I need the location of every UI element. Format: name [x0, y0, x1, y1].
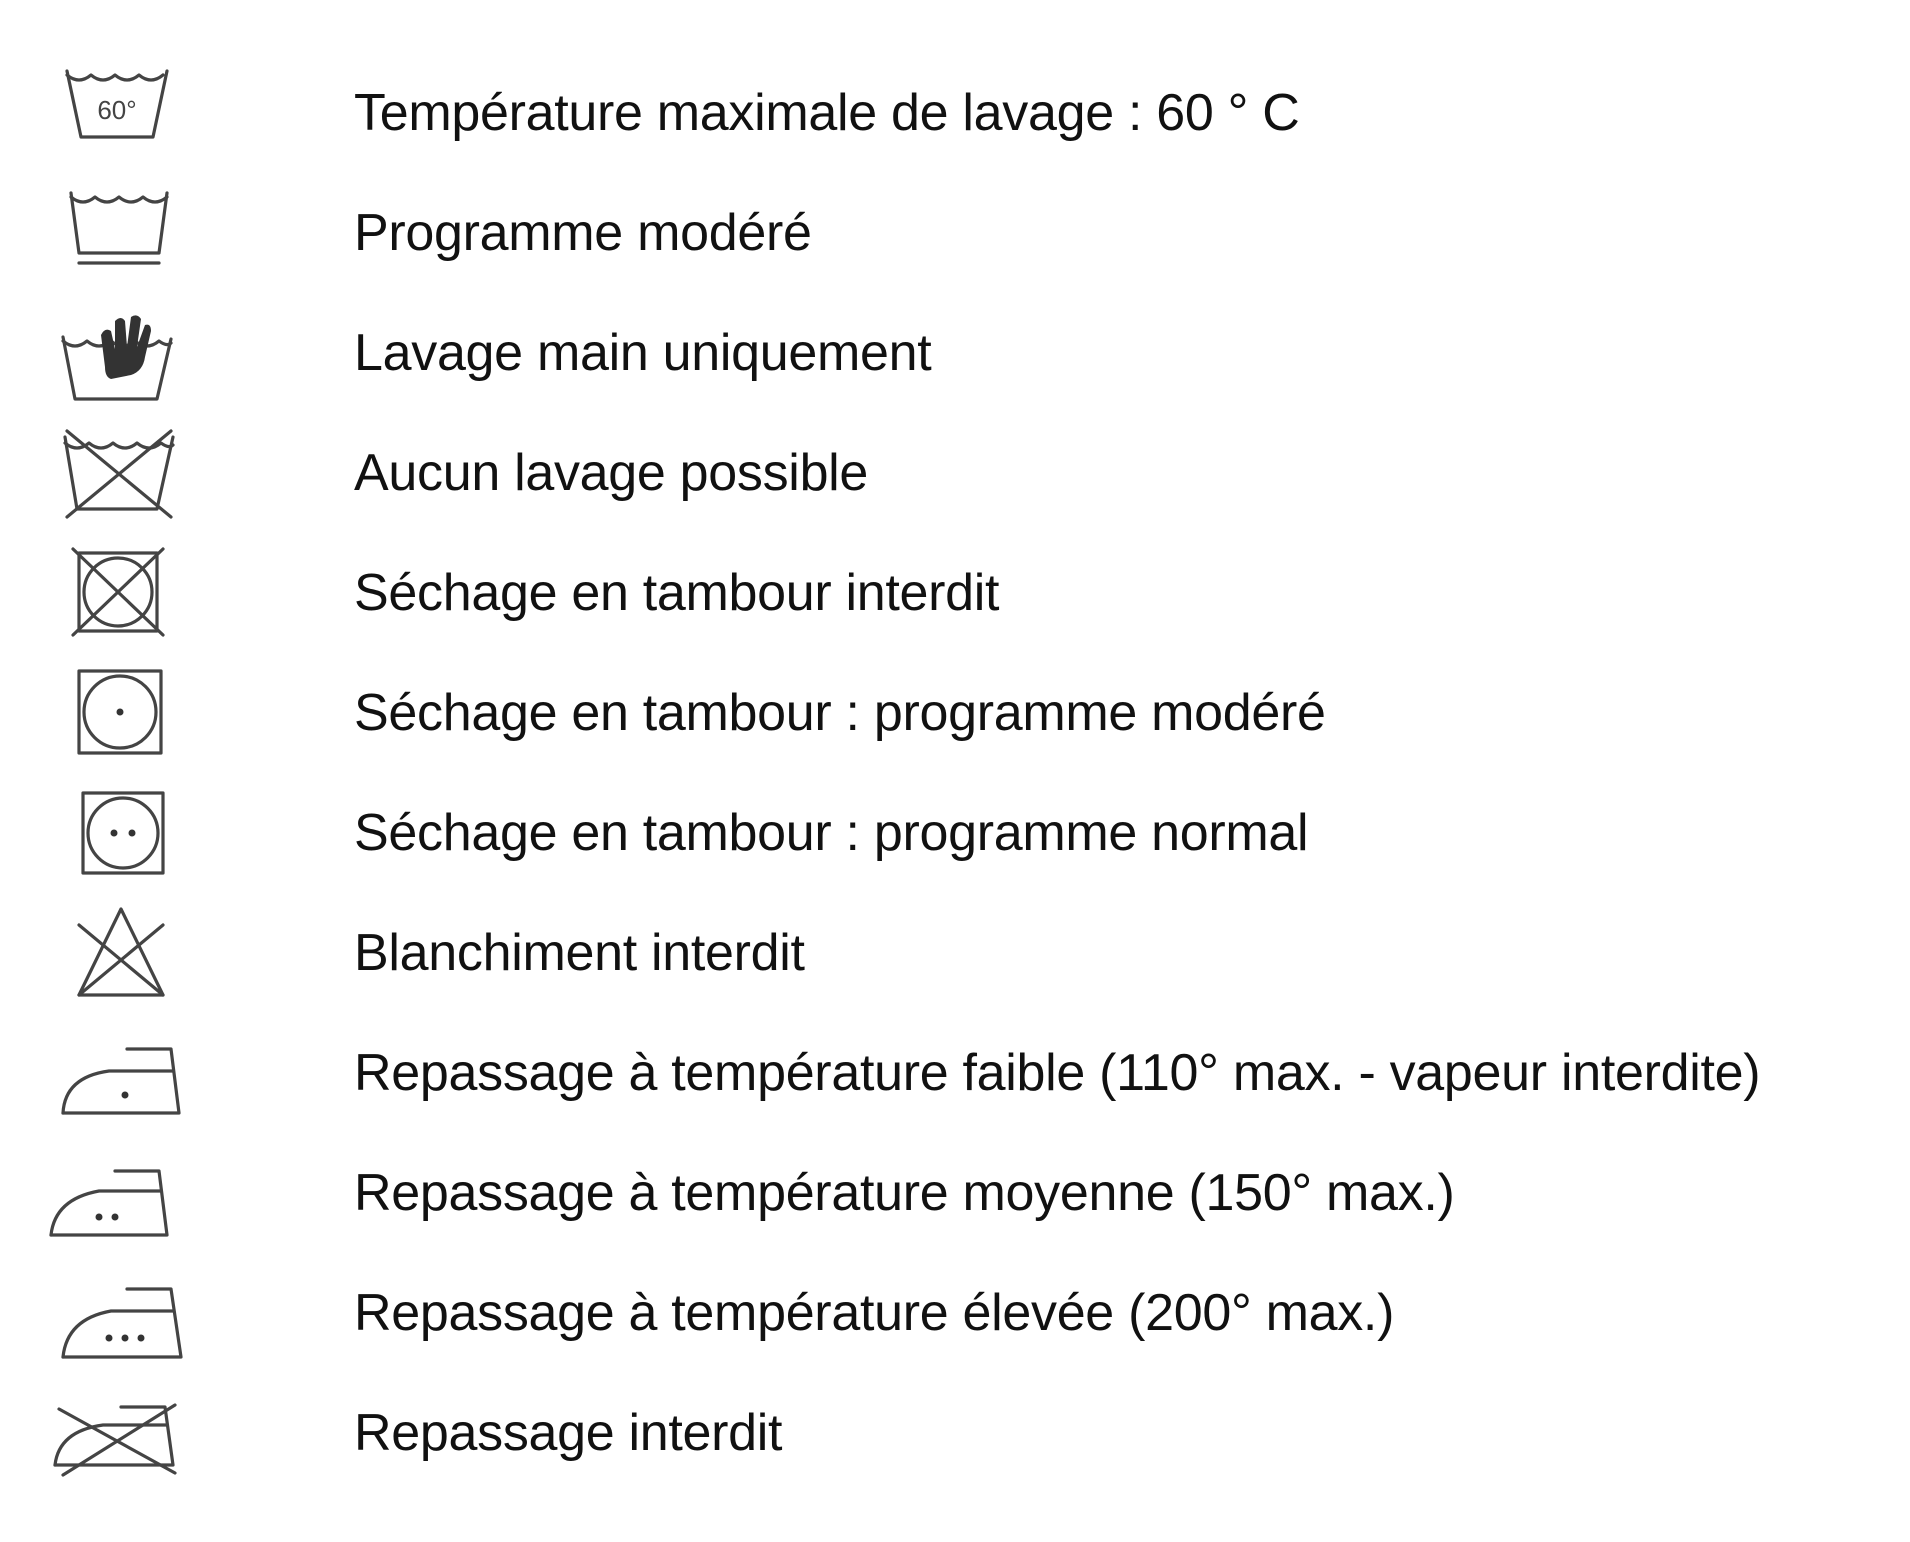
legend-label: Lavage main uniquement: [354, 324, 932, 382]
legend-row-do-not-bleach: [0, 903, 1910, 1003]
legend-row-do-not-tumble-dry: [0, 543, 1910, 643]
legend-row-tumble-dry-low: [0, 663, 1910, 763]
legend-row-hand-wash: [0, 303, 1910, 403]
do-not-iron-icon: [45, 1383, 195, 1483]
legend-row-do-not-iron: [0, 1383, 1910, 1483]
wash-60-icon-text: 60°: [97, 95, 137, 125]
legend-label: Température maximale de lavage : 60 ° C: [354, 84, 1300, 142]
hand-wash-icon: [45, 303, 195, 403]
iron-low-icon: [45, 1023, 195, 1123]
legend-label: Séchage en tambour interdit: [354, 564, 1000, 622]
legend-row-iron-high: [0, 1263, 1910, 1363]
do-not-tumble-dry-icon: [45, 543, 195, 643]
tumble-dry-low-icon: [45, 663, 195, 763]
legend-label: Repassage à température élevée (200° max.): [354, 1284, 1395, 1342]
legend-row-tumble-dry-normal: [0, 783, 1910, 883]
legend-row-wash-60: [0, 63, 1910, 163]
do-not-wash-icon: [45, 423, 195, 523]
legend-label: Repassage interdit: [354, 1404, 783, 1462]
legend-label: Blanchiment interdit: [354, 924, 805, 982]
iron-high-icon: [45, 1263, 195, 1363]
legend-row-iron-low: [0, 1023, 1910, 1123]
legend-label: Séchage en tambour : programme normal: [354, 804, 1309, 862]
wash-60-icon: [45, 63, 195, 163]
wash-gentle-icon: [45, 183, 195, 283]
tumble-dry-normal-icon: [45, 783, 195, 883]
legend-row-wash-gentle: [0, 183, 1910, 283]
legend-label: Programme modéré: [354, 204, 812, 262]
legend-row-do-not-wash: [0, 423, 1910, 523]
legend-row-iron-medium: [0, 1143, 1910, 1243]
legend-label: Repassage à température faible (110° max. - vapeur interdite): [354, 1044, 1761, 1102]
legend-label: Repassage à température moyenne (150° max.): [354, 1164, 1455, 1222]
legend-label: Séchage en tambour : programme modéré: [354, 684, 1326, 742]
legend-label: Aucun lavage possible: [354, 444, 869, 502]
iron-medium-icon: [45, 1143, 195, 1243]
do-not-bleach-icon: [45, 903, 195, 1003]
